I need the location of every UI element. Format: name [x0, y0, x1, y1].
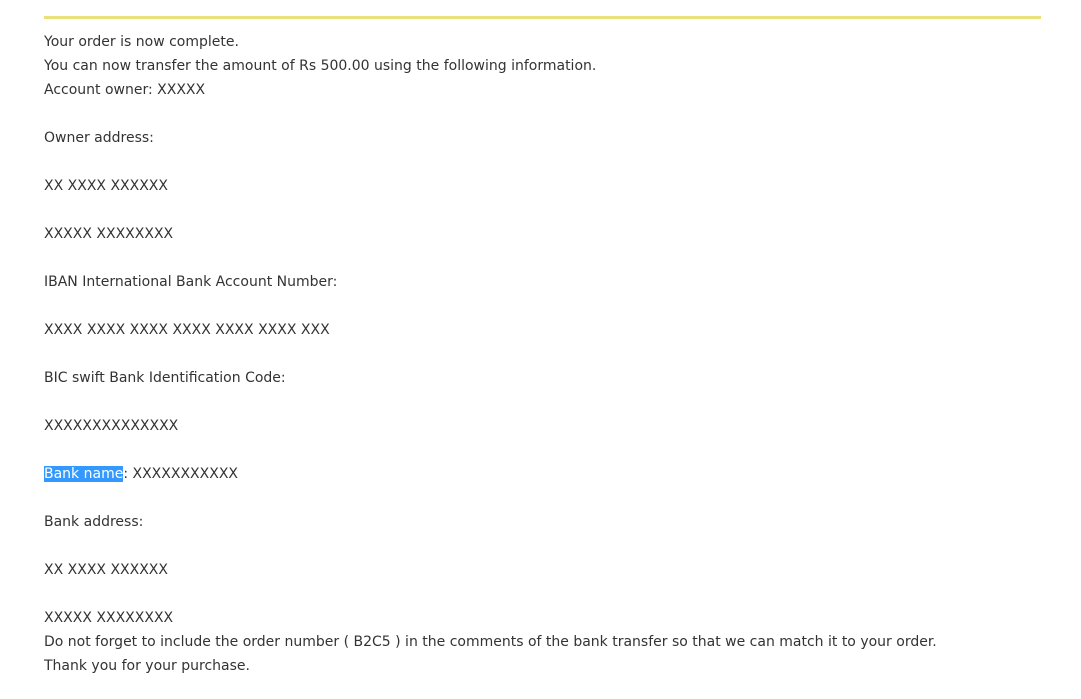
owner-address-label: Owner address:: [44, 130, 154, 146]
bank-name-label-selected: Bank name: [44, 466, 124, 482]
spacer: [44, 246, 937, 270]
bank-address-line1: XX XXXX XXXXXX: [44, 562, 168, 578]
spacer: [44, 342, 937, 366]
spacer: [44, 486, 937, 510]
spacer: [44, 294, 937, 318]
bank-name-row: [44, 462, 937, 486]
bic-label: BIC swift Bank Identification Code:: [44, 370, 286, 386]
top-divider: [44, 16, 1041, 19]
iban-value: XXXX XXXX XXXX XXXX XXXX XXXX XXX: [44, 322, 330, 338]
iban-label: IBAN International Bank Account Number:: [44, 274, 338, 290]
spacer: [44, 534, 937, 558]
account-owner-text: Account owner: XXXXX: [44, 82, 206, 98]
bank-name-value: : XXXXXXXXXXX: [123, 466, 238, 482]
bic-value: XXXXXXXXXXXXXX: [44, 418, 179, 434]
bank-address-line2: XXXXX XXXXXXXX: [44, 610, 174, 626]
owner-address-line2: XXXXX XXXXXXXX: [44, 226, 174, 242]
bank-address-label: Bank address:: [44, 514, 144, 530]
owner-address-line1: XX XXXX XXXXXX: [44, 178, 168, 194]
spacer: [44, 390, 937, 414]
thank-you-text: Thank you for your purchase.: [44, 658, 250, 674]
spacer: [44, 102, 937, 126]
transfer-amount-text: You can now transfer the amount of Rs 500.00 using the following information.: [44, 58, 597, 74]
order-number-reminder: Do not forget to include the order number ( B2C5 ) in the comments of the bank transfer so that we can match it to your order.: [44, 634, 937, 650]
spacer: [44, 582, 937, 606]
bank-transfer-instructions: [44, 30, 937, 678]
spacer: [44, 438, 937, 462]
order-complete-text: Your order is now complete.: [44, 34, 239, 50]
spacer: [44, 198, 937, 222]
spacer: [44, 150, 937, 174]
